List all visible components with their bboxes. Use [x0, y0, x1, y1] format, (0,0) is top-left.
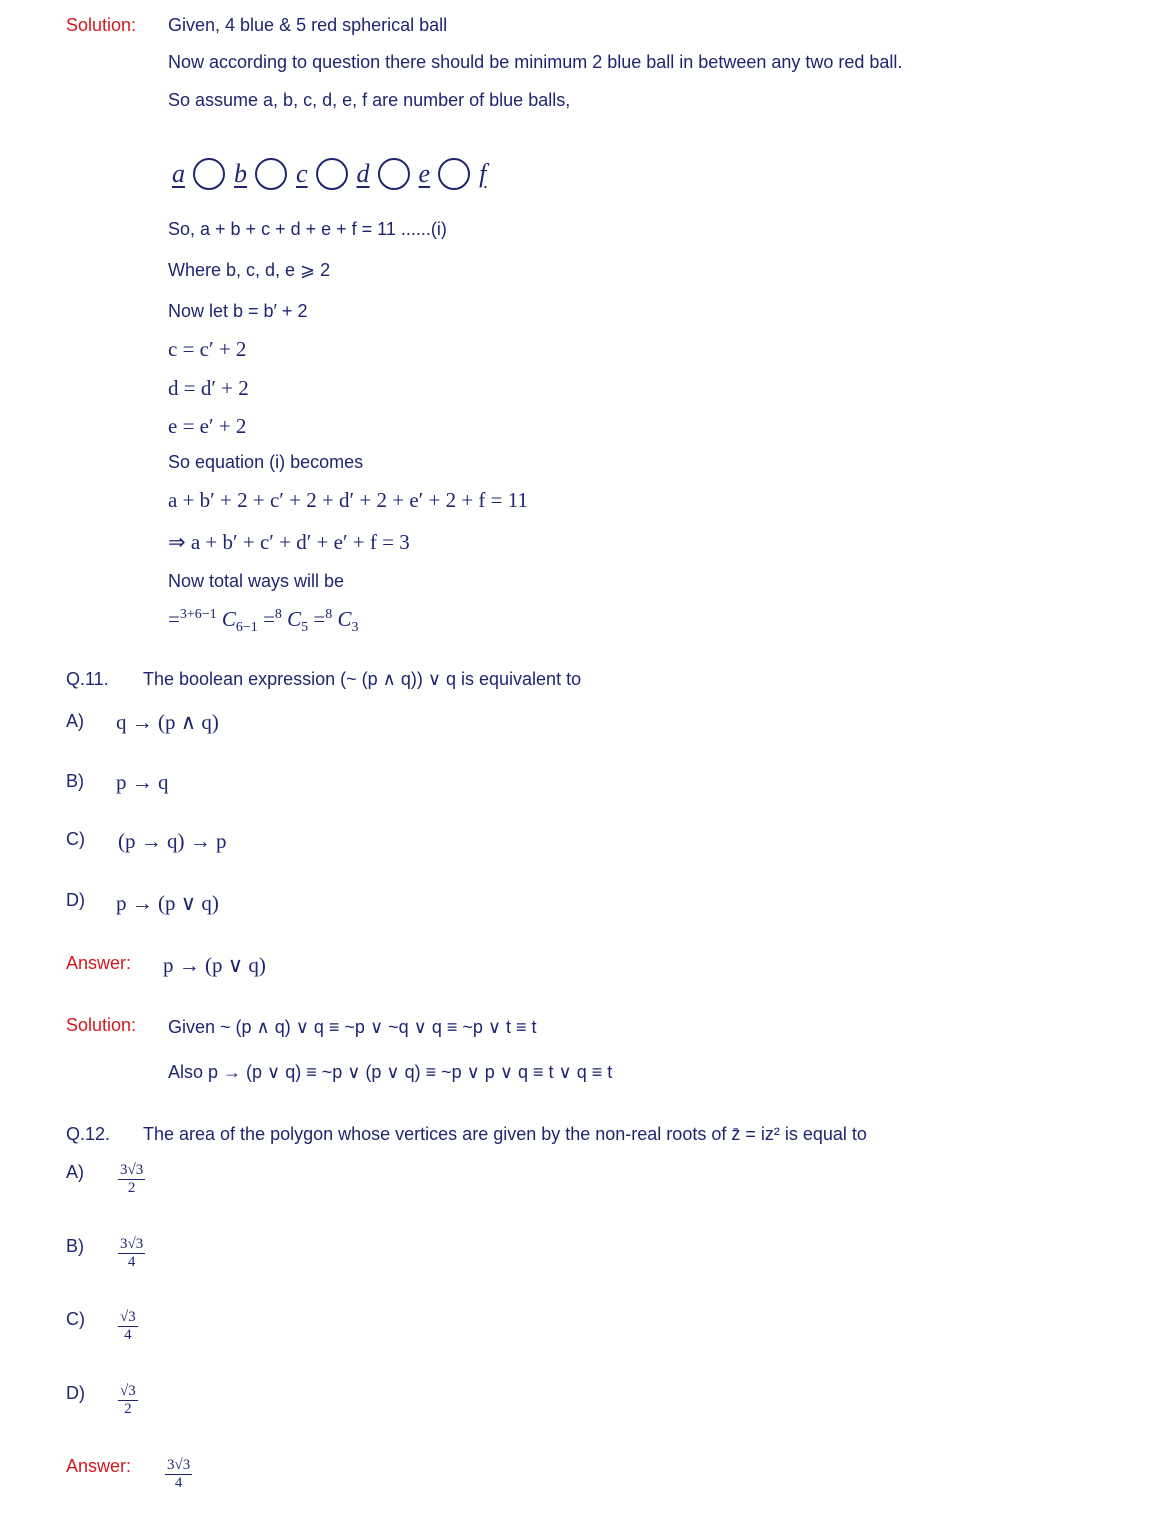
- substitution-line: Now let b = b′ + 2: [168, 301, 308, 321]
- solution-line: Now according to question there should be minimum 2 blue ball in between any two red ball.: [168, 52, 903, 72]
- solution-line: Given, 4 blue & 5 red spherical ball: [168, 15, 448, 35]
- combination-symbol: C: [337, 607, 352, 631]
- substitution-line: c = c′ + 2: [168, 337, 247, 361]
- solution-line: Now total ways will be: [168, 571, 345, 591]
- red-ball-circle: [316, 158, 348, 190]
- solution-label: Solution:: [66, 1015, 137, 1035]
- option-label: C): [66, 829, 85, 849]
- answer-value: p → (p ∨ q): [163, 953, 266, 977]
- substitution-line: d = d′ + 2: [168, 376, 249, 400]
- option-value: p → q: [116, 770, 169, 794]
- equation-line: a + b′ + 2 + c′ + 2 + d′ + 2 + e′ + 2 + f = 11: [168, 488, 528, 512]
- option-label: D): [66, 1383, 85, 1403]
- fraction-numerator: √3: [120, 1383, 136, 1399]
- fraction-numerator: 3√3: [167, 1457, 191, 1473]
- question-text: The boolean expression (~ (p ∧ q)) ∨ q is equivalent to: [143, 669, 582, 689]
- answer-label: Answer:: [66, 1456, 132, 1476]
- blue-count-label: c: [296, 159, 308, 188]
- blue-count-label: b: [234, 159, 247, 188]
- combination-result: [168, 608, 359, 635]
- equals-sign: =: [313, 607, 326, 631]
- equals-sign: =: [168, 607, 180, 631]
- equation-i: So, a + b + c + d + e + f = 11 ......(i): [168, 219, 447, 239]
- fraction-denominator: 4: [174, 1475, 183, 1491]
- solution-line: So equation (i) becomes: [168, 452, 364, 472]
- red-ball-circle: [438, 158, 470, 190]
- question-number: Q.11.: [66, 669, 109, 689]
- blue-count-label: d: [356, 159, 370, 188]
- solution-line: Also p → (p ∨ q) ≡ ~p ∨ (p ∨ q) ≡ ~p ∨ p ∨ q ≡ t ∨ q ≡ t: [168, 1062, 613, 1082]
- combination-symbol: C: [221, 607, 236, 631]
- option-fraction: [118, 1163, 145, 1196]
- answer-label: Answer:: [66, 953, 132, 973]
- option-fraction: [118, 1310, 138, 1343]
- red-ball-circle: [193, 158, 225, 190]
- ball-arrangement-figure: [172, 158, 486, 190]
- option-label: C): [66, 1309, 85, 1329]
- fraction-numerator: √3: [120, 1309, 136, 1325]
- red-ball-circle: [255, 158, 287, 190]
- solution-line: So assume a, b, c, d, e, f are number of blue balls,: [168, 90, 571, 110]
- substitution-line: e = e′ + 2: [168, 414, 247, 438]
- equals-sign: =: [263, 607, 275, 631]
- subscript: 5: [301, 620, 309, 635]
- answer-fraction: [165, 1458, 192, 1491]
- subscript: 6−1: [235, 620, 258, 635]
- blue-count-label: a: [172, 159, 185, 188]
- blue-count-label: f: [479, 159, 487, 188]
- subscript: 3: [351, 620, 359, 635]
- fraction-denominator: 4: [127, 1254, 136, 1270]
- question-text: The area of the polygon whose vertices are given by the non-real roots of z̄ = iz² is equal to: [143, 1124, 867, 1144]
- option-label: A): [66, 711, 84, 731]
- option-fraction: [118, 1384, 138, 1417]
- superscript: 8: [325, 607, 333, 622]
- fraction-denominator: 4: [124, 1327, 132, 1343]
- fraction-numerator: 3√3: [120, 1236, 144, 1252]
- option-value: (p → q) → p: [118, 829, 227, 853]
- blue-count-label: e: [418, 159, 431, 188]
- option-fraction: [118, 1237, 145, 1270]
- condition-line: Where b, c, d, e ⩾ 2: [168, 260, 331, 280]
- fraction-denominator: 2: [127, 1180, 136, 1196]
- option-value: p → (p ∨ q): [116, 891, 219, 915]
- option-value: q → (p ∧ q): [116, 710, 219, 734]
- option-label: B): [66, 771, 84, 791]
- equation-line: ⇒ a + b′ + c′ + d′ + e′ + f = 3: [168, 530, 410, 554]
- red-ball-circle: [378, 158, 410, 190]
- superscript: 3+6−1: [179, 607, 217, 622]
- option-label: A): [66, 1162, 84, 1182]
- question-number: Q.12.: [66, 1124, 111, 1144]
- fraction-denominator: 2: [124, 1401, 132, 1417]
- fraction-numerator: 3√3: [120, 1162, 144, 1178]
- option-label: B): [66, 1236, 84, 1256]
- superscript: 8: [274, 607, 282, 622]
- option-label: D): [66, 890, 85, 910]
- solution-label: Solution:: [66, 15, 137, 35]
- solution-line: Given ~ (p ∧ q) ∨ q ≡ ~p ∨ ~q ∨ q ≡ ~p ∨ t ≡ t: [168, 1017, 537, 1037]
- combination-symbol: C: [287, 607, 302, 631]
